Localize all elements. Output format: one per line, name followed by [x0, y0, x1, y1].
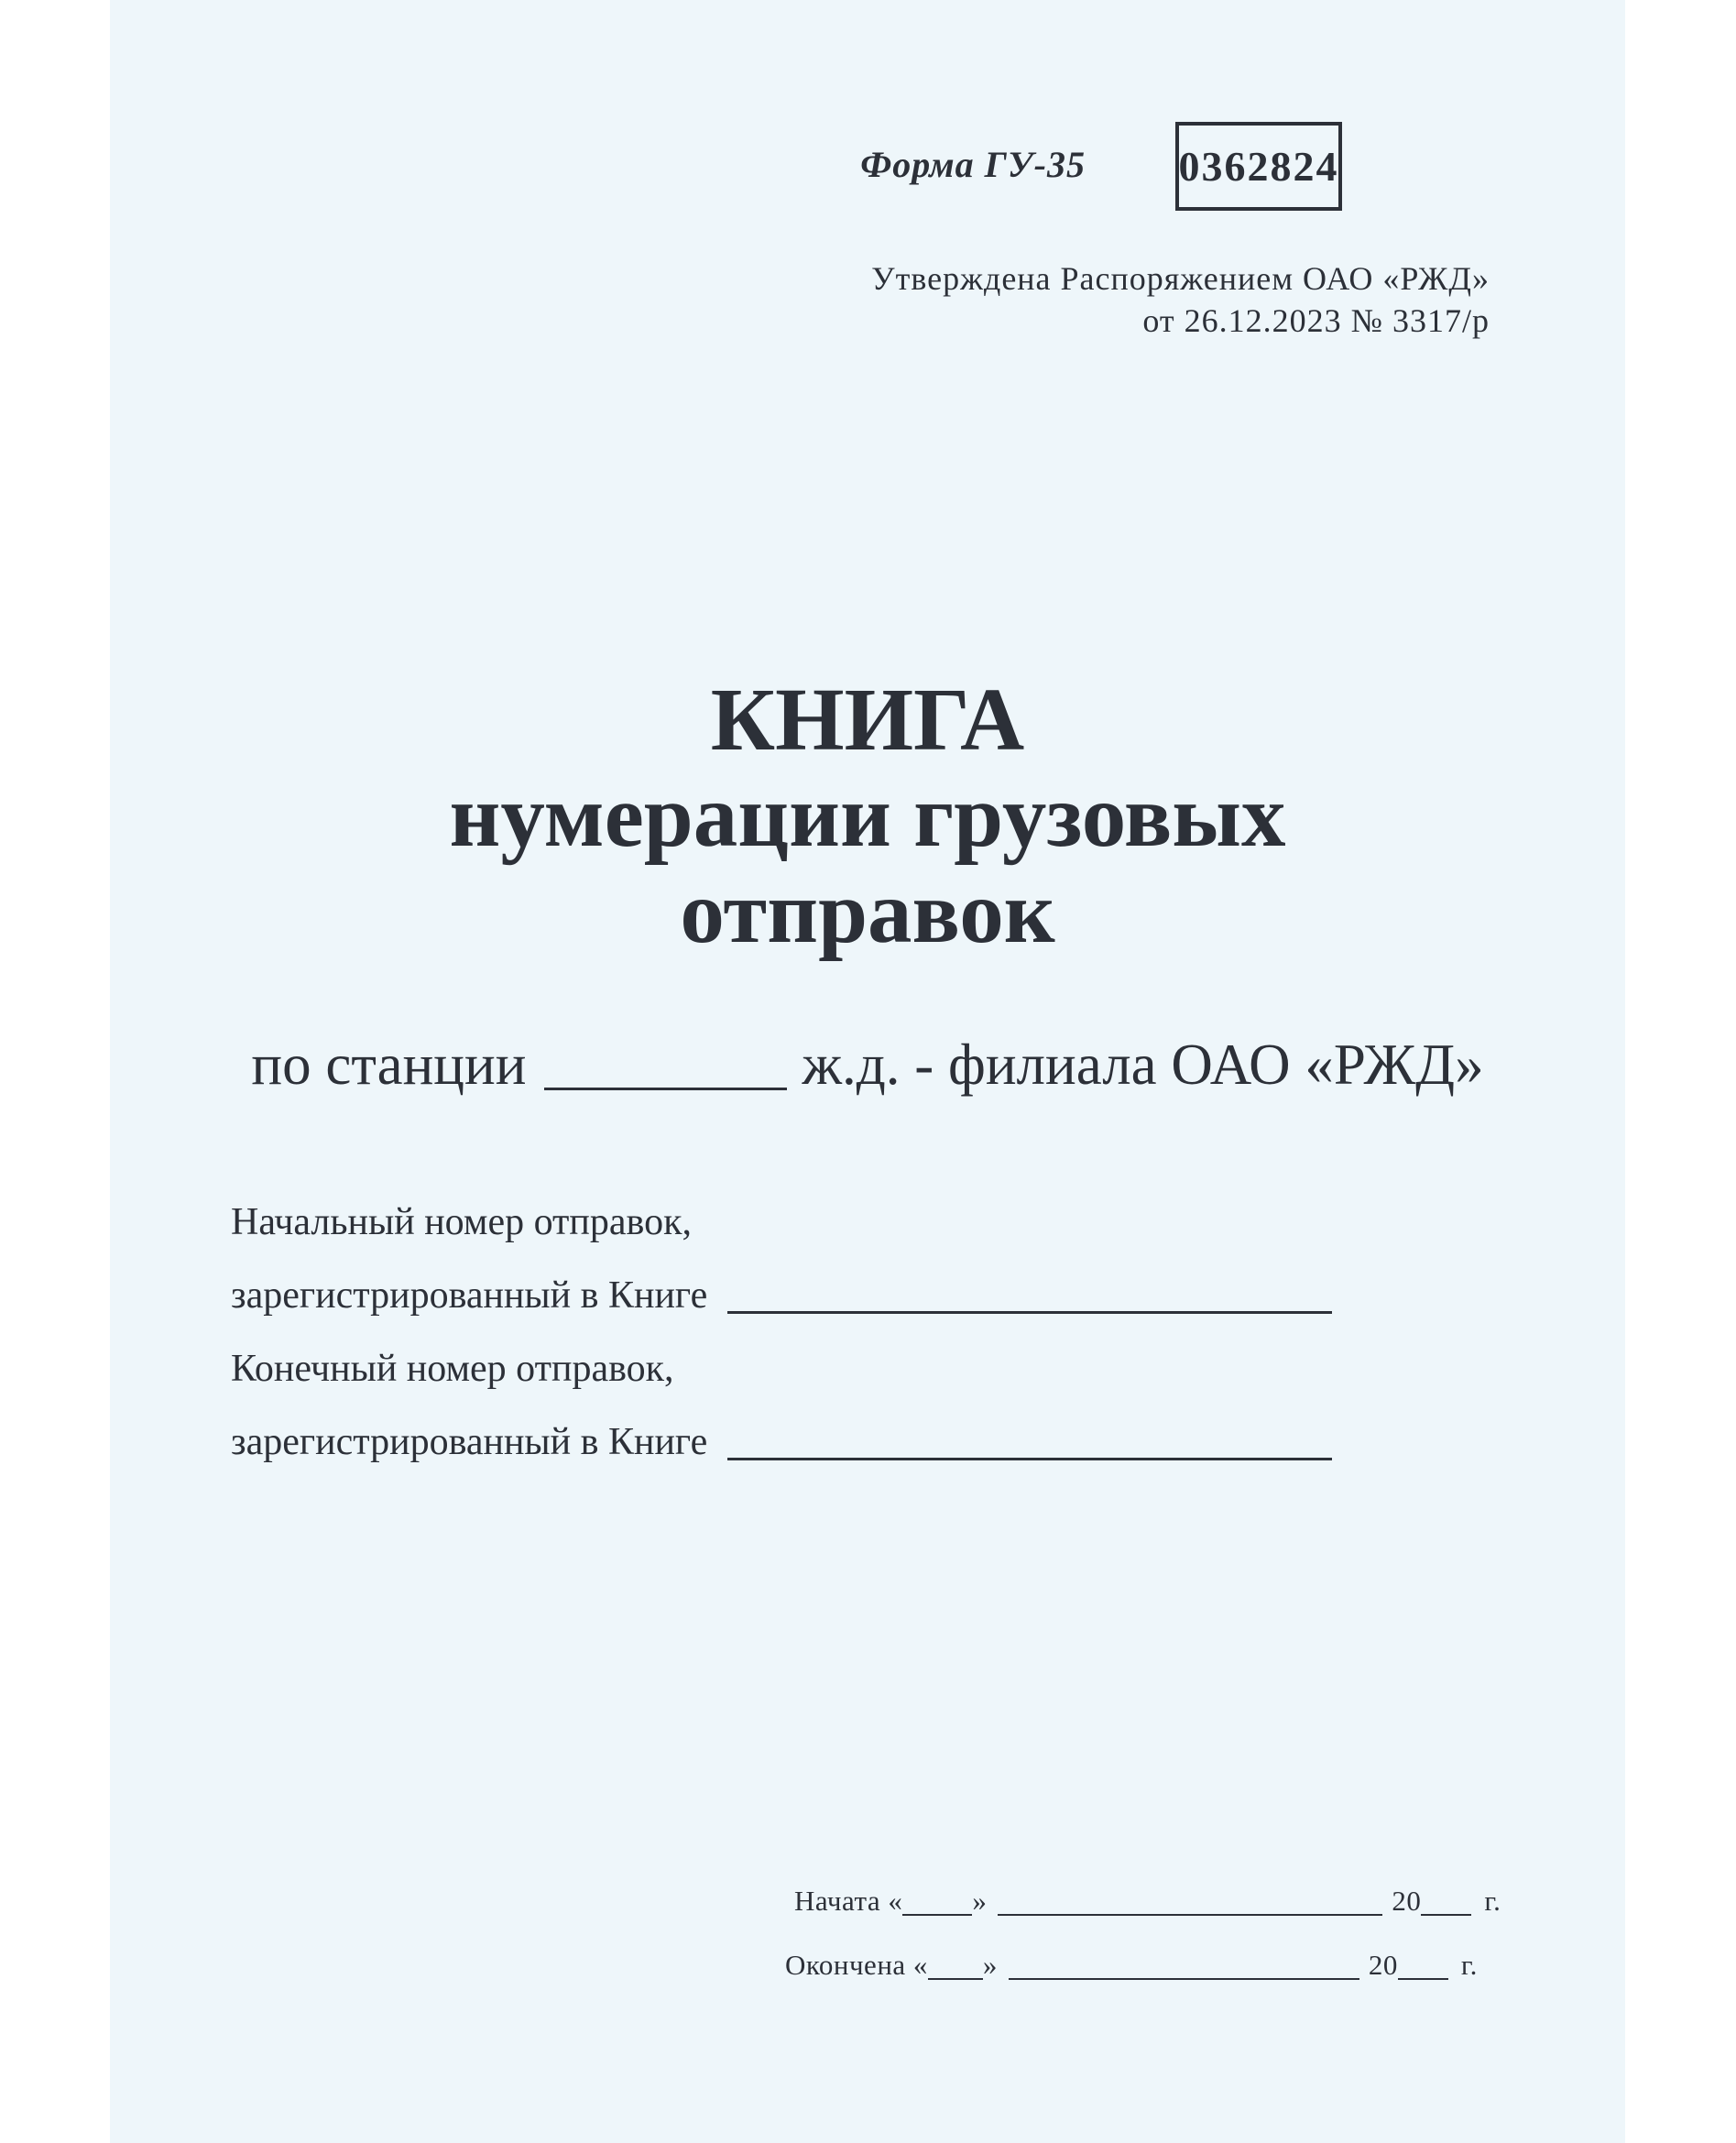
started-quote-close: » — [972, 1885, 988, 1917]
form-code-label: Форма ГУ-35 — [860, 144, 1086, 185]
title-line-2: нумерации грузовых — [449, 767, 1286, 865]
document-title — [110, 672, 1625, 960]
station-suffix-label: ж.д. - филиала ОАО «РЖД» — [802, 1033, 1484, 1097]
approval-line-1: Утверждена Распоряжением ОАО «РЖД» — [871, 260, 1490, 297]
end-number-label-line-2 — [231, 1421, 1332, 1463]
finished-day-blank — [928, 1978, 983, 1980]
approval-text — [871, 257, 1490, 342]
finished-label: Окончена — [785, 1949, 906, 1981]
end-number-label-line-1: Конечный номер отправок, — [231, 1348, 674, 1390]
finished-quote-close: » — [982, 1949, 998, 1981]
started-quote-open: « — [888, 1885, 903, 1917]
document-page — [110, 0, 1625, 2143]
started-year-suffix: г. — [1484, 1885, 1501, 1917]
end-number-blank — [727, 1458, 1332, 1460]
started-year-prefix: 20 — [1392, 1885, 1422, 1917]
station-prefix-label: по станции — [251, 1033, 527, 1097]
form-number-box — [1175, 122, 1342, 211]
finished-year-blank — [1398, 1978, 1448, 1980]
finished-quote-open: « — [912, 1949, 928, 1981]
started-label: Начата — [794, 1885, 881, 1917]
finished-year-suffix: г. — [1460, 1949, 1478, 1981]
start-number-label-line-1: Начальный номер отправок, — [231, 1201, 692, 1243]
title-line-3: отправок — [680, 863, 1055, 961]
approval-line-2: от 26.12.2023 № 3317/р — [1142, 302, 1490, 339]
started-day-blank — [902, 1914, 972, 1916]
station-name-blank — [544, 1088, 787, 1090]
finished-month-blank — [1009, 1978, 1359, 1980]
start-number-blank — [727, 1311, 1332, 1314]
started-year-blank — [1421, 1914, 1471, 1916]
end-number-registered-label: зарегистрированный в Книге — [231, 1421, 708, 1463]
started-month-blank — [998, 1914, 1382, 1916]
started-line — [794, 1886, 1501, 1917]
finished-line — [785, 1950, 1478, 1981]
form-number: 0362824 — [1178, 143, 1339, 190]
station-line — [110, 1032, 1625, 1099]
finished-year-prefix: 20 — [1368, 1949, 1398, 1981]
start-number-registered-label: зарегистрированный в Книге — [231, 1274, 708, 1317]
start-number-label-line-2 — [231, 1274, 1332, 1317]
title-line-1: КНИГА — [710, 671, 1025, 769]
